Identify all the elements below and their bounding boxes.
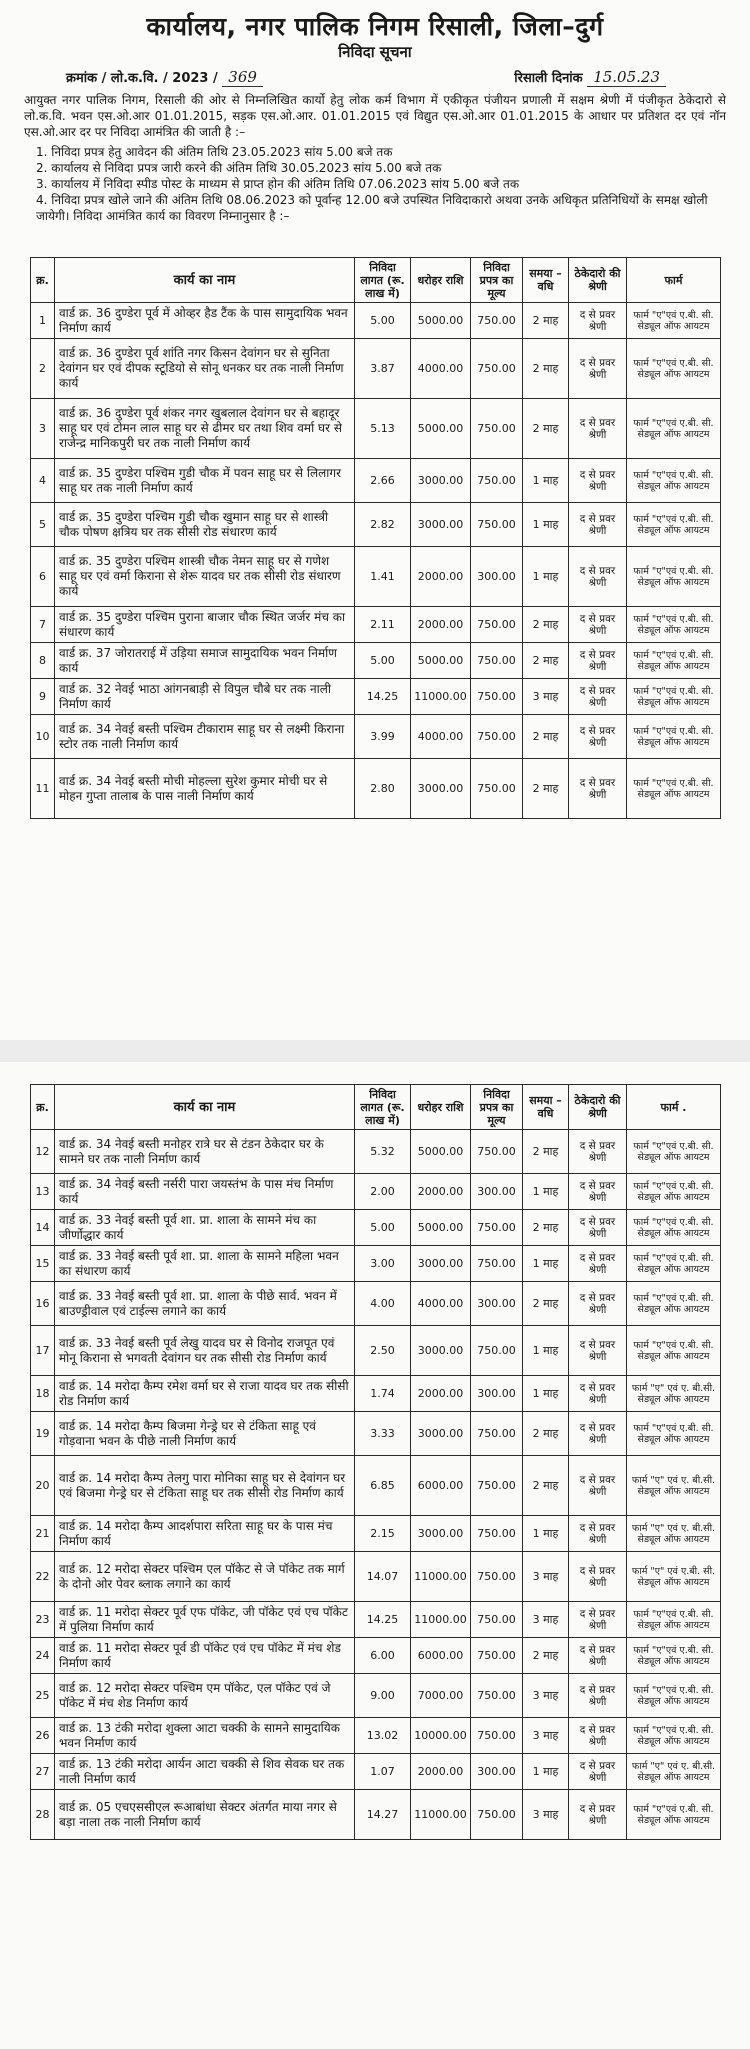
contractor-category: द से प्रवर श्रेणी (569, 339, 627, 399)
contractor-category: द से प्रवर श्रेणी (569, 459, 627, 503)
table-row (31, 503, 721, 547)
form-type: फार्म "ए" एवं ए.बी. सी. सेड्यूल ऑफ आयटम (627, 1552, 721, 1602)
work-name: वार्ड क्र. 35 दुण्डेरा पश्चिम गुडी चौक में पवन साहू घर से लिलागर साहू घर तक नाली निर्माण कार्य (55, 459, 355, 503)
completion-period: 2 माह (523, 1456, 569, 1516)
col-header-category: ठेकेदारो की श्रेणी (569, 258, 627, 303)
row-number: 6 (31, 547, 55, 607)
estimated-cost: 1.07 (355, 1754, 411, 1790)
table-row (31, 399, 721, 459)
table-row (31, 607, 721, 643)
form-price: 750.00 (471, 503, 523, 547)
form-price: 750.00 (471, 1246, 523, 1282)
table-row (31, 759, 721, 819)
contractor-category: द से प्रवर श्रेणी (569, 607, 627, 643)
form-price: 750.00 (471, 303, 523, 339)
estimated-cost: 3.87 (355, 339, 411, 399)
form-price: 300.00 (471, 1754, 523, 1790)
table-row (31, 1674, 721, 1718)
form-type: फार्म "ए"एवं ए.बी. सी. सेड्यूल ऑफ आयटम (627, 679, 721, 715)
estimated-cost: 3.33 (355, 1412, 411, 1456)
contractor-category: द से प्रवर श्रेणी (569, 547, 627, 607)
earnest-deposit: 3000.00 (411, 1326, 471, 1376)
completion-period: 3 माह (523, 1602, 569, 1638)
row-number: 20 (31, 1456, 55, 1516)
deadline-notes (36, 144, 726, 224)
form-price: 750.00 (471, 1326, 523, 1376)
work-name: वार्ड क्र. 35 दुण्डेरा पश्चिम शास्त्री चौक नेमन साहू घर से गणेश साहू घर एवं वर्मा किराना से शेरू यादव घर तक सीसी रोड संधारण कार्य (55, 547, 355, 607)
earnest-deposit: 2000.00 (411, 1376, 471, 1412)
work-name: वार्ड क्र. 11 मरोदा सेक्टर पूर्व एफ पॉकेट, जी पॉकेट एवं एच पॉकेट में पुलिया निर्माण कार्य (55, 1602, 355, 1638)
work-name: वार्ड क्र. 34 नेवई बस्ती पश्चिम टीकाराम साहू घर से लक्ष्मी किराना स्टोर तक नाली निर्माण कार्य (55, 715, 355, 759)
work-name: वार्ड क्र. 13 टंकी मरोदा आर्यन आटा चक्की से शिव सेवक घर तक नाली निर्माण कार्य (55, 1754, 355, 1790)
work-name: वार्ड क्र. 32 नेवई भाठा आंगनबाड़ी से विपुल चौबे घर तक नाली निर्माण कार्य (55, 679, 355, 715)
work-name: वार्ड क्र. 36 दुण्डेरा पूर्व शंकर नगर खुबलाल देवांगन घर से बहादूर साहू घर एवं टोमन लाल साहू घर से ढीमर घर तथा शिव वर्मा घर से राजेन्द्र मानिकपुरी घर तक नाली निर्माण कार्य (55, 399, 355, 459)
completion-period: 3 माह (523, 1718, 569, 1754)
estimated-cost: 5.00 (355, 1210, 411, 1246)
work-name: वार्ड क्र. 12 मरोदा सेक्टर पश्चिम एल पॉकेट से जे पॉकेट तक मार्ग के दोनो ओर पेवर ब्लाक लगाने का कार्य (55, 1552, 355, 1602)
col-header-form: फार्म (627, 258, 721, 303)
work-name: वार्ड क्र. 14 मरोदा कैम्प आदर्शपारा सरिता साहू घर के पास मंच निर्माण कार्य (55, 1516, 355, 1552)
table-row (31, 1516, 721, 1552)
form-price: 750.00 (471, 399, 523, 459)
form-price: 750.00 (471, 1210, 523, 1246)
contractor-category: द से प्रवर श्रेणी (569, 1282, 627, 1326)
form-price: 300.00 (471, 547, 523, 607)
row-number: 19 (31, 1412, 55, 1456)
work-name: वार्ड क्र. 35 दुण्डेरा पश्चिम पुराना बाजार चौक स्थित जर्जर मंच का संधारण कार्य (55, 607, 355, 643)
form-price: 750.00 (471, 1130, 523, 1174)
reference-line (24, 66, 726, 90)
contractor-category: द से प्रवर श्रेणी (569, 1516, 627, 1552)
earnest-deposit: 6000.00 (411, 1456, 471, 1516)
form-type: फार्म "ए"एवं ए.बी. सी. सेड्यूल ऑफ आयटम (627, 1282, 721, 1326)
table-row (31, 1412, 721, 1456)
earnest-deposit: 10000.00 (411, 1718, 471, 1754)
table-row (31, 1376, 721, 1412)
row-number: 26 (31, 1718, 55, 1754)
completion-period: 3 माह (523, 1790, 569, 1840)
completion-period: 1 माह (523, 1376, 569, 1412)
work-name: वार्ड क्र. 14 मरोदा कैम्प तेलगु पारा मोनिका साहू घर से देवांगन घर एवं बिजमा गेन्ड्रे घर से टंकिता साहू घर तक सीसी रोड निर्माण कार्य (55, 1456, 355, 1516)
form-type: फार्म "ए"एवं ए.बी. सी. सेड्यूल ऑफ आयटम (627, 503, 721, 547)
contractor-category: द से प्रवर श्रेणी (569, 1638, 627, 1674)
form-price: 300.00 (471, 1174, 523, 1210)
form-type: फार्म "ए"एवं ए.बी. सी. सेड्यूल ऑफ आयटम (627, 303, 721, 339)
notice-header (0, 0, 750, 224)
form-type: फार्म "ए"एवं ए.बी. सी. सेड्यूल ऑफ आयटम (627, 1674, 721, 1718)
row-number: 7 (31, 607, 55, 643)
estimated-cost: 2.00 (355, 1174, 411, 1210)
completion-period: 1 माह (523, 1516, 569, 1552)
contractor-category: द से प्रवर श्रेणी (569, 1210, 627, 1246)
col-header-name: कार्य का नाम (55, 258, 355, 303)
form-price: 750.00 (471, 1456, 523, 1516)
contractor-category: द से प्रवर श्रेणी (569, 1246, 627, 1282)
earnest-deposit: 5000.00 (411, 643, 471, 679)
col-header-form: फार्म . (627, 1085, 721, 1130)
table-header-row (31, 258, 721, 303)
work-name: वार्ड क्र. 33 नेवई बस्ती पूर्व शा. प्रा. शाला के सामने महिला भवन का संधारण कार्य (55, 1246, 355, 1282)
form-price: 750.00 (471, 1674, 523, 1718)
estimated-cost: 2.11 (355, 607, 411, 643)
contractor-category: द से प्रवर श्रेणी (569, 1412, 627, 1456)
completion-period: 2 माह (523, 1130, 569, 1174)
form-type: फार्म "ए" एवं ए. बी.सी. सेड्यूल ऑफ आयटम (627, 1754, 721, 1790)
row-number: 14 (31, 1210, 55, 1246)
ref-number-handwritten: 369 (222, 68, 263, 87)
form-type: फार्म "ए"एवं ए.बी. सी. सेड्यूल ऑफ आयटम (627, 1412, 721, 1456)
table-row (31, 1210, 721, 1246)
estimated-cost: 5.00 (355, 643, 411, 679)
contractor-category: द से प्रवर श्रेणी (569, 1552, 627, 1602)
row-number: 25 (31, 1674, 55, 1718)
works-table-1-body (31, 303, 721, 819)
earnest-deposit: 3000.00 (411, 1246, 471, 1282)
completion-period: 2 माह (523, 759, 569, 819)
form-price: 750.00 (471, 459, 523, 503)
contractor-category: द से प्रवर श्रेणी (569, 1376, 627, 1412)
completion-period: 2 माह (523, 715, 569, 759)
earnest-deposit: 3000.00 (411, 459, 471, 503)
table-row (31, 339, 721, 399)
table-row (31, 303, 721, 339)
earnest-deposit: 2000.00 (411, 607, 471, 643)
table-row (31, 1718, 721, 1754)
form-price: 750.00 (471, 679, 523, 715)
earnest-deposit: 2000.00 (411, 547, 471, 607)
contractor-category: द से प्रवर श्रेणी (569, 303, 627, 339)
contractor-category: द से प्रवर श्रेणी (569, 1754, 627, 1790)
completion-period: 2 माह (523, 339, 569, 399)
table-header-row (31, 1085, 721, 1130)
form-price: 750.00 (471, 1638, 523, 1674)
contractor-category: द से प्रवर श्रेणी (569, 715, 627, 759)
notice-title: निविदा सूचना (338, 43, 412, 61)
work-name: वार्ड क्र. 13 टंकी मरोदा शुक्ला आटा चक्की के सामने सामुदायिक भवन निर्माण कार्य (55, 1718, 355, 1754)
note-item: 3. कार्यालय में निविदा स्पीड पोस्ट के माध्यम से प्राप्त होन की अंतिम तिथि 07.06.2023 सांय 5.00 बजे तक (36, 177, 520, 191)
form-type: फार्म "ए"एवं ए.बी. सी. सेड्यूल ऑफ आयटम (627, 399, 721, 459)
form-type: फार्म "ए"एवं ए.बी. सी. सेड्यूल ऑफ आयटम (627, 1790, 721, 1840)
form-price: 750.00 (471, 1412, 523, 1456)
form-price: 750.00 (471, 1718, 523, 1754)
row-number: 15 (31, 1246, 55, 1282)
form-type: फार्म "ए" एवं ए. बी.सी. सेड्यूल ऑफ आयटम (627, 1376, 721, 1412)
col-header-name: कार्य का नाम (55, 1085, 355, 1130)
page-gap (0, 1040, 750, 1062)
earnest-deposit: 3000.00 (411, 1516, 471, 1552)
earnest-deposit: 5000.00 (411, 399, 471, 459)
completion-period: 3 माह (523, 1552, 569, 1602)
earnest-deposit: 11000.00 (411, 1552, 471, 1602)
work-name: वार्ड क्र. 05 एचएससीएल रूआबांधा सेक्टर अंतर्गत माया नगर से बड़ा नाला तक नाली निर्माण कार्य (55, 1790, 355, 1840)
row-number: 28 (31, 1790, 55, 1840)
estimated-cost: 4.00 (355, 1282, 411, 1326)
estimated-cost: 5.00 (355, 303, 411, 339)
completion-period: 2 माह (523, 607, 569, 643)
earnest-deposit: 11000.00 (411, 1790, 471, 1840)
contractor-category: द से प्रवर श्रेणी (569, 1674, 627, 1718)
col-header-cost: निविदा लागत (रू. लाख में) (355, 258, 411, 303)
completion-period: 2 माह (523, 1210, 569, 1246)
form-price: 750.00 (471, 1602, 523, 1638)
form-type: फार्म "ए"एवं ए.बी. सी. सेड्यूल ऑफ आयटम (627, 547, 721, 607)
form-type: फार्म "ए" एवं ए. बी.सी. सेड्यूल ऑफ आयटम (627, 1456, 721, 1516)
earnest-deposit: 4000.00 (411, 339, 471, 399)
table-row (31, 1754, 721, 1790)
col-header-category: ठेकेदारो की श्रेणी (569, 1085, 627, 1130)
completion-period: 3 माह (523, 1674, 569, 1718)
work-name: वार्ड क्र. 14 मरोदा कैम्प रमेश वर्मा घर से राजा यादव घर तक सीसी रोड निर्माण कार्य (55, 1376, 355, 1412)
completion-period: 1 माह (523, 459, 569, 503)
table-row (31, 1638, 721, 1674)
completion-period: 2 माह (523, 399, 569, 459)
work-name: वार्ड क्र. 34 नेवई बस्ती नर्सरी पारा जयस्तंभ के पास मंच निर्माण कार्य (55, 1174, 355, 1210)
work-name: वार्ड क्र. 34 नेवई बस्ती मनोहर रात्रे घर से टंडन ठेकेदार घर के सामने घर तक नाली निर्माण कार्य (55, 1130, 355, 1174)
estimated-cost: 14.27 (355, 1790, 411, 1840)
form-price: 750.00 (471, 643, 523, 679)
earnest-deposit: 11000.00 (411, 679, 471, 715)
notice-page-2 (0, 1062, 750, 2049)
contractor-category: द से प्रवर श्रेणी (569, 1602, 627, 1638)
table-row (31, 643, 721, 679)
work-name: वार्ड क्र. 12 मरोदा सेक्टर पश्चिम एम पॉकेट, एल पॉकेट एवं जे पॉकेट में मंच शेड निर्माण कार्य (55, 1674, 355, 1718)
form-type: फार्म "ए"एवं ए.बी. सी. सेड्यूल ऑफ आयटम (627, 607, 721, 643)
table-row (31, 1282, 721, 1326)
notice-date (514, 68, 666, 86)
earnest-deposit: 7000.00 (411, 1674, 471, 1718)
contractor-category: द से प्रवर श्रेणी (569, 1130, 627, 1174)
form-type: फार्म "ए"एवं ए.बी. सी. सेड्यूल ऑफ आयटम (627, 1602, 721, 1638)
table-row (31, 1326, 721, 1376)
completion-period: 1 माह (523, 503, 569, 547)
completion-period: 2 माह (523, 643, 569, 679)
works-table-2 (30, 1084, 721, 1840)
form-type: फार्म "ए"एवं ए.बी. सी. सेड्यूल ऑफ आयटम (627, 1638, 721, 1674)
form-type: फार्म "ए"एवं ए.बी. सी. सेड्यूल ऑफ आयटम (627, 339, 721, 399)
table-row (31, 1602, 721, 1638)
row-number: 23 (31, 1602, 55, 1638)
completion-period: 2 माह (523, 303, 569, 339)
works-table-2-body (31, 1130, 721, 1840)
estimated-cost: 3.00 (355, 1246, 411, 1282)
estimated-cost: 6.00 (355, 1638, 411, 1674)
completion-period: 2 माह (523, 1412, 569, 1456)
form-type: फार्म "ए"एवं ए.बी. सी. सेड्यूल ऑफ आयटम (627, 643, 721, 679)
reference-number (66, 68, 263, 86)
contractor-category: द से प्रवर श्रेणी (569, 759, 627, 819)
completion-period: 1 माह (523, 1326, 569, 1376)
earnest-deposit: 6000.00 (411, 1638, 471, 1674)
table-row (31, 459, 721, 503)
table-row (31, 715, 721, 759)
earnest-deposit: 11000.00 (411, 1602, 471, 1638)
row-number: 11 (31, 759, 55, 819)
ref-label: क्रमांक / लो.क.वि. / 2023 / (66, 71, 218, 86)
table-row (31, 1790, 721, 1840)
row-number: 2 (31, 339, 55, 399)
work-name: वार्ड क्र. 35 दुण्डेरा पश्चिम गुडी चौक खुमान साहू घर से शास्त्री चौक पोषण क्षत्रिय घर तक सीसी रोड संधारण कार्य (55, 503, 355, 547)
form-type: फार्म "ए"एवं ए.बी. सी. सेड्यूल ऑफ आयटम (627, 1246, 721, 1282)
completion-period: 2 माह (523, 1638, 569, 1674)
completion-period: 1 माह (523, 547, 569, 607)
earnest-deposit: 3000.00 (411, 503, 471, 547)
work-name: वार्ड क्र. 11 मरोदा सेक्टर पूर्व डी पॉकेट एवं एच पॉकेट में मंच शेड निर्माण कार्य (55, 1638, 355, 1674)
row-number: 22 (31, 1552, 55, 1602)
col-header-period: समया – वधि (523, 258, 569, 303)
estimated-cost: 5.13 (355, 399, 411, 459)
col-header-form-price: निविदा प्रपत्र का मूल्य (471, 258, 523, 303)
earnest-deposit: 4000.00 (411, 1282, 471, 1326)
row-number: 1 (31, 303, 55, 339)
estimated-cost: 3.99 (355, 715, 411, 759)
work-name: वार्ड क्र. 33 नेवई बस्ती पूर्व शा. प्रा. शाला के पीछे सार्व. भवन में बाउण्ड्रीवाल एवं टाईल्स लगाने का कार्य (55, 1282, 355, 1326)
contractor-category: द से प्रवर श्रेणी (569, 643, 627, 679)
contractor-category: द से प्रवर श्रेणी (569, 1456, 627, 1516)
estimated-cost: 1.41 (355, 547, 411, 607)
work-name: वार्ड क्र. 36 दुण्डेरा पूर्व शांति नगर किसन देवांगन घर से सुनिता देवांगन घर एवं दीपक स्टूडियो से सोनू धनकर घर तक नाली निर्माण कार्य (55, 339, 355, 399)
earnest-deposit: 5000.00 (411, 303, 471, 339)
col-header-sno: क्र. (31, 1085, 55, 1130)
form-price: 750.00 (471, 1552, 523, 1602)
form-type: फार्म "ए"एवं ए.बी. सी. सेड्यूल ऑफ आयटम (627, 759, 721, 819)
form-price: 750.00 (471, 715, 523, 759)
estimated-cost: 6.85 (355, 1456, 411, 1516)
note-item: 4. निविदा प्रपत्र खोले जाने की अंतिम तिथि 08.06.2023 को पूर्वान्ह 12.00 बजे उपस्थित निविदाकारो अथवा उनके अधिकृत प्रतिनिधियों के समक्ष खोली जायेगी। निविदा आमंत्रित कार्य का विवरण निम्नानुसार है :– (36, 193, 708, 223)
work-name: वार्ड क्र. 14 मरोदा कैम्प बिजमा गेन्ड्रे घर से टंकिता साहू एवं गोड़वाना भवन के पीछे नाली निर्माण कार्य (55, 1412, 355, 1456)
earnest-deposit: 4000.00 (411, 715, 471, 759)
form-price: 300.00 (471, 1282, 523, 1326)
estimated-cost: 2.80 (355, 759, 411, 819)
row-number: 17 (31, 1326, 55, 1376)
col-header-sno: क्र. (31, 258, 55, 303)
work-name: वार्ड क्र. 34 नेवई बस्ती मोची मोहल्ला सुरेश कुमार मोची घर से मोहन गुप्ता तालाब के पास नाली निर्माण कार्य (55, 759, 355, 819)
date-label: रिसाली दिनांक (514, 71, 583, 86)
col-header-deposit: धरोहर राशि (411, 1085, 471, 1130)
form-price: 750.00 (471, 1790, 523, 1840)
completion-period: 2 माह (523, 1282, 569, 1326)
estimated-cost: 2.15 (355, 1516, 411, 1552)
form-type: फार्म "ए"एवं ए.बी. सी. सेड्यूल ऑफ आयटम (627, 1210, 721, 1246)
row-number: 9 (31, 679, 55, 715)
contractor-category: द से प्रवर श्रेणी (569, 1174, 627, 1210)
estimated-cost: 14.07 (355, 1552, 411, 1602)
form-price: 750.00 (471, 759, 523, 819)
form-type: फार्म "ए"एवं ए.बी. सी. सेड्यूल ऑफ आयटम (627, 715, 721, 759)
office-title: कार्यालय, नगर पालिक निगम रिसाली, जिला–दुर्ग (146, 12, 604, 41)
note-item: 1. निविदा प्रपत्र हेतु आवेदन की अंतिम तिथि 23.05.2023 सांय 5.00 बजे तक (36, 145, 393, 159)
row-number: 12 (31, 1130, 55, 1174)
table-row (31, 1456, 721, 1516)
estimated-cost: 13.02 (355, 1718, 411, 1754)
works-table-1 (30, 257, 721, 819)
estimated-cost: 5.32 (355, 1130, 411, 1174)
table-row (31, 1246, 721, 1282)
work-name: वार्ड क्र. 36 दुण्डेरा पूर्व में ओव्हर हैड टैंक के पास सामुदायिक भवन निर्माण कार्य (55, 303, 355, 339)
form-type: फार्म "ए"एवं ए.बी. सी. सेड्यूल ऑफ आयटम (627, 1130, 721, 1174)
estimated-cost: 2.50 (355, 1326, 411, 1376)
completion-period: 1 माह (523, 1754, 569, 1790)
row-number: 16 (31, 1282, 55, 1326)
completion-period: 1 माह (523, 1246, 569, 1282)
table-row (31, 547, 721, 607)
earnest-deposit: 3000.00 (411, 759, 471, 819)
form-type: फार्म "ए"एवं ए.बी. सी. सेड्यूल ऑफ आयटम (627, 1174, 721, 1210)
table-row (31, 1130, 721, 1174)
contractor-category: द से प्रवर श्रेणी (569, 1326, 627, 1376)
work-name: वार्ड क्र. 33 नेवई बस्ती पूर्व लेखु यादव घर से विनोद राजपूत एवं मोनू किराना से भगवती देवांगन घर तक सीसी रोड निर्माण कार्य (55, 1326, 355, 1376)
form-price: 750.00 (471, 339, 523, 399)
completion-period: 3 माह (523, 679, 569, 715)
row-number: 8 (31, 643, 55, 679)
contractor-category: द से प्रवर श्रेणी (569, 1790, 627, 1840)
contractor-category: द से प्रवर श्रेणी (569, 1718, 627, 1754)
estimated-cost: 2.82 (355, 503, 411, 547)
row-number: 27 (31, 1754, 55, 1790)
estimated-cost: 14.25 (355, 1602, 411, 1638)
form-price: 750.00 (471, 1516, 523, 1552)
row-number: 18 (31, 1376, 55, 1412)
work-name: वार्ड क्र. 33 नेवई बस्ती पूर्व शा. प्रा. शाला के सामने मंच का जीर्णोद्धार कार्य (55, 1210, 355, 1246)
earnest-deposit: 5000.00 (411, 1130, 471, 1174)
estimated-cost: 1.74 (355, 1376, 411, 1412)
col-header-cost: निविदा लागत (रू. लाख में) (355, 1085, 411, 1130)
col-header-period: समया – वधि (523, 1085, 569, 1130)
note-item: 2. कार्यालय से निविदा प्रपत्र जारी करने की अंतिम तिथि 30.05.2023 सांय 5.00 बजे तक (36, 161, 442, 175)
form-price: 300.00 (471, 1376, 523, 1412)
table-row (31, 1174, 721, 1210)
earnest-deposit: 5000.00 (411, 1210, 471, 1246)
row-number: 24 (31, 1638, 55, 1674)
row-number: 5 (31, 503, 55, 547)
work-name: वार्ड क्र. 37 जोरातराई में उड़िया समाज सामुदायिक भवन निर्माण कार्य (55, 643, 355, 679)
col-header-deposit: धरोहर राशि (411, 258, 471, 303)
estimated-cost: 2.66 (355, 459, 411, 503)
row-number: 4 (31, 459, 55, 503)
form-price: 750.00 (471, 607, 523, 643)
contractor-category: द से प्रवर श्रेणी (569, 503, 627, 547)
form-type: फार्म "ए" एवं ए. बी.सी. सेड्यूल ऑफ आयटम (627, 1516, 721, 1552)
completion-period: 1 माह (523, 1174, 569, 1210)
intro-paragraph: आयुक्त नगर पालिक निगम, रिसाली की ओर से निम्नलिखित कार्यो हेतु लोक कर्म विभाग में एकीकृत पंजीयन प्रणाली में सक्षम श्रेणी में पंजीकृत ठेकेदारो से लो.क.वि. भवन एस.ओ.आर 01.01.2015, सड़क एस.ओ.आर. 01.01.2015 एवं विद्युत एस.ओ.आर 01.01.2015 के आधार पर प्रतिशत दर एवं नॉन एस.ओ.आर दर पर निविदा आमंत्रित की जाती है :– (24, 93, 726, 139)
earnest-deposit: 3000.00 (411, 1412, 471, 1456)
contractor-category: द से प्रवर श्रेणी (569, 399, 627, 459)
date-handwritten: 15.05.23 (587, 68, 666, 87)
estimated-cost: 14.25 (355, 679, 411, 715)
earnest-deposit: 2000.00 (411, 1754, 471, 1790)
contractor-category: द से प्रवर श्रेणी (569, 679, 627, 715)
row-number: 10 (31, 715, 55, 759)
row-number: 13 (31, 1174, 55, 1210)
form-type: फार्म "ए"एवं ए.बी. सी. सेड्यूल ऑफ आयटम (627, 1326, 721, 1376)
form-type: फार्म "ए"एवं ए.बी. सी. सेड्यूल ऑफ आयटम (627, 1718, 721, 1754)
estimated-cost: 9.00 (355, 1674, 411, 1718)
row-number: 21 (31, 1516, 55, 1552)
table-row (31, 1552, 721, 1602)
table-row (31, 679, 721, 715)
col-header-form-price: निविदा प्रपत्र का मूल्य (471, 1085, 523, 1130)
form-type: फार्म "ए"एवं ए.बी. सी. सेड्यूल ऑफ आयटम (627, 459, 721, 503)
row-number: 3 (31, 399, 55, 459)
earnest-deposit: 2000.00 (411, 1174, 471, 1210)
